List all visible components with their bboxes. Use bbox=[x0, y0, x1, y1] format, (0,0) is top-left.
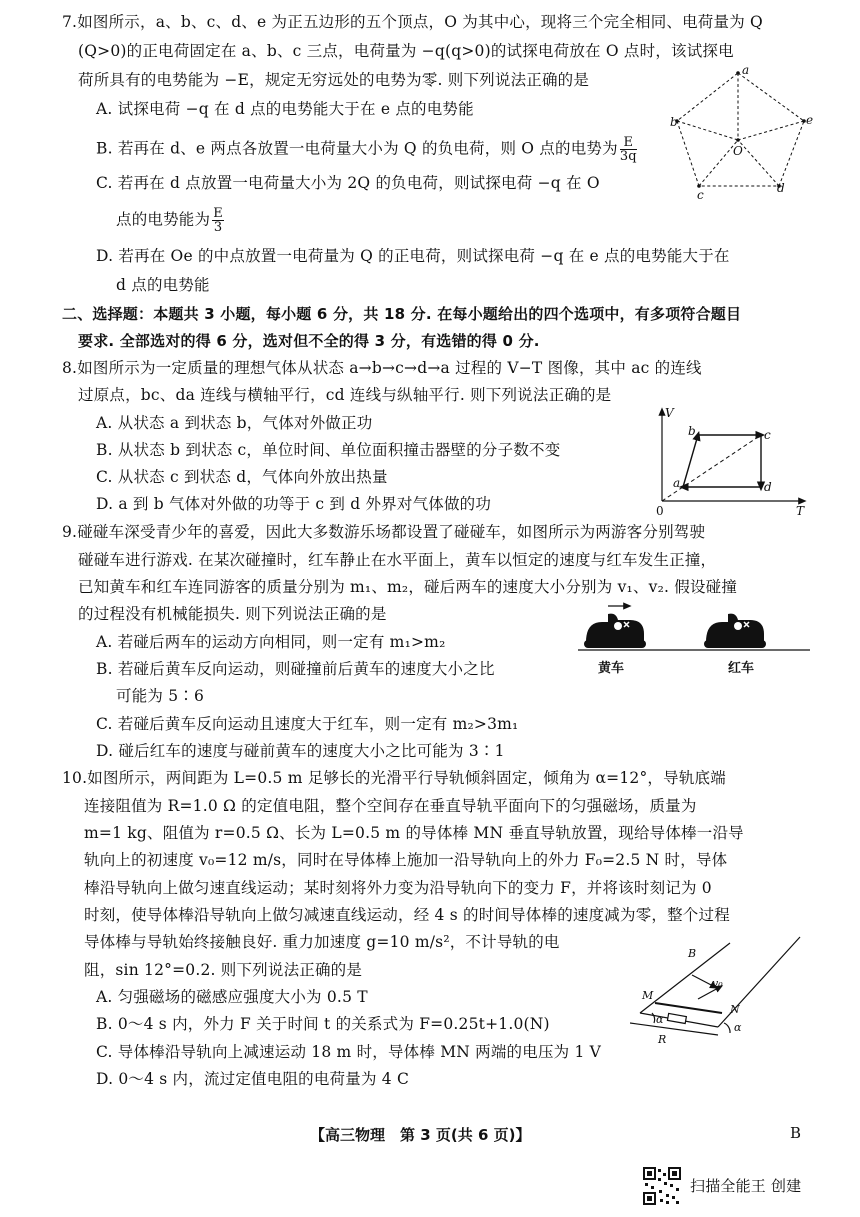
q10-line-2: 连接阻值为 R=1.0 Ω 的定值电阻，整个空间存在垂直导轨平面向下的匀强磁场，质量为 bbox=[84, 797, 697, 815]
q8-line-2: 过原点，bc、da 连线与横轴平行，cd 连线与纵轴平行. 则下列说法正确的是 bbox=[78, 386, 612, 404]
section2-line-2: 要求. 全部选对的得 6 分，选对但不全的得 3 分，有选错的得 0 分. bbox=[78, 332, 540, 350]
pentagon-label-a: a bbox=[742, 64, 750, 77]
q7-b-numerator: E bbox=[620, 136, 637, 150]
q7-line-2: (Q>0)的正电荷固定在 a、b、c 三点，电荷量为 −q(q>0)的试探电荷放在 O 点时，该试探电 bbox=[78, 42, 734, 60]
resistor-r bbox=[667, 1013, 686, 1023]
path-a-b bbox=[683, 435, 698, 487]
q10-line-1: 10.如图所示，两间距为 L=0.5 m 足够长的光滑平行导轨倾斜固定，倾角为 α=12°，导轨底端 bbox=[62, 769, 726, 787]
q8-option-c: C. 从状态 c 到状态 d，气体向外放出热量 bbox=[96, 468, 388, 486]
label-n: N bbox=[730, 1003, 740, 1016]
section2-line-1: 二、选择题：本题共 3 小题，每小题 6 分，共 18 分. 在每小题给出的四个选项中，有多项符合题目 bbox=[62, 305, 742, 323]
line-o-e bbox=[738, 121, 804, 140]
vt-label-t: T bbox=[796, 504, 805, 517]
q7-option-d-line-2: d 点的电势能 bbox=[116, 276, 210, 294]
q10-line-8: 阻，sin 12°=0.2. 则下列说法正确的是 bbox=[84, 961, 363, 979]
pentagon-outline bbox=[677, 73, 804, 186]
q9-line-4: 的过程没有机械能损失. 则下列说法正确的是 bbox=[78, 605, 387, 623]
q7-c-denominator: 3 bbox=[213, 220, 223, 235]
qr-code-icon bbox=[642, 1166, 682, 1206]
paper-version: B bbox=[790, 1124, 802, 1142]
q10-line-5: 棒沿导轨向上做匀速直线运动；某时刻将外力变为沿导轨向下的变力 F，并将该时刻记为 0 bbox=[84, 879, 712, 897]
q7-line-3: 荷所具有的电势能为 −E，规定无穷远处的电势为零. 则下列说法正确的是 bbox=[78, 71, 590, 89]
label-m: M bbox=[642, 989, 654, 1002]
q9-line-3: 已知黄车和红车连同游客的质量分别为 m₁、m₂，碰后两车的速度大小分别为 v₁、v₂. 假设碰撞 bbox=[78, 578, 738, 596]
q7-option-c-line-2 bbox=[116, 207, 226, 234]
q7-option-a: A. 试探电荷 −q 在 d 点的电势能大于在 e 点的电势能 bbox=[96, 100, 474, 118]
vt-label-b: b bbox=[688, 424, 696, 438]
q10-line-3: m=1 kg、阻值为 r=0.5 Ω、长为 L=0.5 m 的导体棒 MN 垂直导轨放置，现给导体棒一沿导 bbox=[84, 824, 744, 842]
label-r: R bbox=[658, 1033, 667, 1046]
q10-option-c: C. 导体棒沿导轨向上减速运动 18 m 时，导体棒 MN 两端的电压为 1 V bbox=[96, 1043, 602, 1061]
q9-line-2: 碰碰车进行游戏. 在某次碰撞时，红车静止在水平面上，黄车以恒定的速度与红车发生正撞， bbox=[78, 551, 717, 569]
vt-label-origin: 0 bbox=[656, 504, 664, 517]
q10-option-a: A. 匀强磁场的磁感应强度大小为 0.5 T bbox=[96, 988, 368, 1006]
q9-line-1: 9.碰碰车深受青少年的喜爱，因此大多数游乐场都设置了碰碰车，如图所示为两游客分别驾驶 bbox=[62, 523, 706, 541]
vt-label-d: d bbox=[764, 480, 772, 494]
q7-option-b-text: B. 若再在 d、e 两点各放置一电荷量大小为 Q 的负电荷，则 O 点的电势为 bbox=[96, 139, 618, 158]
label-alpha-left: α bbox=[656, 1013, 664, 1026]
q9-option-c: C. 若碰后黄车反向运动且速度大于红车，则一定有 m₂>3m₁ bbox=[96, 715, 519, 733]
inclined-rails-figure bbox=[630, 935, 805, 1047]
line-o-d bbox=[738, 140, 779, 186]
ac-dashed-line bbox=[662, 435, 761, 501]
q7-option-d-line-1: D. 若再在 Oe 的中点放置一电荷量为 Q 的正电荷，则试探电荷 −q 在 e 点的电势能大于在 bbox=[96, 247, 730, 265]
yellow-car bbox=[584, 614, 646, 648]
q8-line-1: 8.如图所示为一定质量的理想气体从状态 a→b→c→d→a 过程的 V−T 图像，其中 ac 的连线 bbox=[62, 359, 702, 377]
q10-line-7: 导体棒与导轨始终接触良好. 重力加速度 g=10 m/s²，不计导轨的电 bbox=[84, 933, 560, 951]
q7-option-c-fraction bbox=[212, 207, 224, 234]
bumper-cars-figure bbox=[578, 600, 810, 680]
yellow-car-label: 黄车 bbox=[598, 661, 625, 676]
pentagon-label-b: b bbox=[670, 115, 678, 129]
red-car bbox=[704, 614, 766, 648]
q7-b-denominator: 3q bbox=[619, 149, 637, 164]
q7-option-c-line-1: C. 若再在 d 点放置一电荷量大小为 2Q 的负电荷，则试探电荷 −q 在 O bbox=[96, 174, 600, 192]
pentagon-figure bbox=[670, 64, 820, 204]
red-car-label: 红车 bbox=[728, 661, 755, 676]
vt-graph bbox=[648, 405, 808, 517]
q7-option-c-text: 点的电势能为 bbox=[116, 210, 211, 229]
q7-line-1: 7.如图所示，a、b、c、d、e 为正五边形的五个顶点，O 为其中心，现将三个完全相同、电荷量为 Q bbox=[62, 13, 763, 31]
vt-label-v: V bbox=[665, 406, 674, 420]
pentagon-label-c: c bbox=[697, 188, 704, 202]
pentagon-label-o: O bbox=[733, 144, 743, 158]
vt-label-a: a bbox=[673, 476, 681, 490]
q9-option-a: A. 若碰后两车的运动方向相同，则一定有 m₁>m₂ bbox=[96, 633, 446, 651]
label-alpha-right: α bbox=[734, 1021, 742, 1034]
pentagon-label-d: d bbox=[777, 181, 785, 195]
label-v0: v₀ bbox=[712, 977, 723, 990]
pentagon-label-e: e bbox=[806, 113, 814, 127]
q10-line-4: 轨向上的初速度 v₀=12 m/s，同时在导体棒上施加一沿导轨向上的外力 F₀=2.5 N 时，导体 bbox=[84, 851, 728, 869]
rod-mn bbox=[655, 1003, 722, 1013]
q8-option-a: A. 从状态 a 到状态 b，气体对外做正功 bbox=[96, 414, 373, 432]
q9-option-b-line-2: 可能为 5∶6 bbox=[116, 687, 205, 705]
q7-option-b-fraction bbox=[620, 136, 637, 163]
angle-arc-left bbox=[652, 1013, 655, 1023]
angle-arc-right bbox=[724, 1023, 730, 1033]
q9-option-d: D. 碰后红车的速度与碰前黄车的速度大小之比可能为 3∶1 bbox=[96, 742, 505, 760]
vt-label-c: c bbox=[764, 428, 771, 442]
q10-option-d: D. 0～4 s 内，流过定值电阻的电荷量为 4 C bbox=[96, 1070, 410, 1088]
q8-option-b: B. 从状态 b 到状态 c，单位时间、单位面积撞击器壁的分子数不变 bbox=[96, 441, 561, 459]
q9-option-b-line-1: B. 若碰后黄车反向运动，则碰撞前后黄车的速度大小之比 bbox=[96, 660, 495, 678]
scanner-watermark-text: 扫描全能王 创建 bbox=[690, 1177, 802, 1195]
q10-option-b: B. 0～4 s 内，外力 F 关于时间 t 的关系式为 F=0.25t+1.0(N) bbox=[96, 1015, 550, 1033]
q7-c-numerator: E bbox=[213, 206, 223, 221]
page-footer: 【高三物理 第 3 页(共 6 页)】 bbox=[310, 1126, 531, 1144]
q8-option-d: D. a 到 b 气体对外做的功等于 c 到 d 外界对气体做的功 bbox=[96, 495, 492, 513]
line-o-b bbox=[677, 121, 738, 140]
label-b-field: B bbox=[688, 947, 697, 960]
q7-option-b bbox=[96, 136, 639, 163]
q10-line-6: 时刻，使导体棒沿导轨向上做匀减速直线运动，经 4 s 的时间导体棒的速度减为零，整个过程 bbox=[84, 906, 730, 924]
